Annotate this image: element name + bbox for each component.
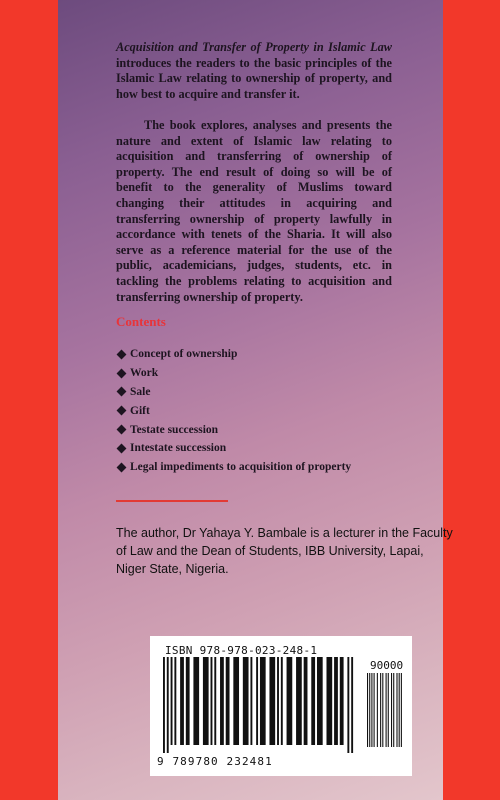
barcode-bar: [371, 673, 372, 747]
barcode-bar: [340, 657, 344, 745]
barcode-bar: [163, 657, 165, 753]
left-red-stripe: [0, 0, 58, 800]
barcode-bar: [391, 673, 392, 747]
barcode-bar: [386, 673, 387, 747]
barcode-bar: [167, 657, 169, 753]
list-item: Gift: [116, 401, 351, 420]
barcode-bar: [193, 657, 199, 745]
barcode-bar: [399, 673, 400, 747]
barcode-bar: [260, 657, 266, 745]
barcode-bar: [277, 657, 279, 745]
barcode-bar: [281, 657, 283, 745]
contents-list: [116, 345, 351, 477]
barcode-bar: [269, 657, 275, 745]
barcode-bar: [326, 657, 332, 745]
barcode-bar: [180, 657, 184, 745]
diamond-bullet-icon: [117, 462, 127, 472]
diamond-bullet-icon: [117, 387, 127, 397]
barcode-bar: [380, 673, 381, 747]
diamond-bullet-icon: [117, 443, 127, 453]
barcode-bar: [296, 657, 302, 745]
ean-number: 9 789780 232481: [157, 755, 273, 768]
list-item: Legal impediments to acquisition of property: [116, 458, 351, 477]
list-item: Work: [116, 364, 351, 383]
barcode-bar: [377, 673, 378, 747]
barcode-bar: [367, 673, 368, 747]
list-item: Sale: [116, 383, 351, 402]
barcode-bar: [243, 657, 249, 745]
description-paragraph: The book explores, analyses and presents the nature and extent of Islamic law relating to acquisition and transferring of ownership of property. The end result of doing so will be of benefit to the generality of Muslims toward changing their attitudes in acquiring and transferring ownership of property lawfully in accordance with tenets of the Sharia. It will also serve as a reference material for the use of the public, academicians, judges, students, etc. in tackling the problems relating to acquisition and transferring ownership of property.: [116, 118, 392, 304]
diamond-bullet-icon: [117, 425, 127, 435]
barcode-bar: [256, 657, 258, 745]
list-item: Intestate succession: [116, 439, 351, 458]
barcode-bar: [174, 657, 176, 745]
barcode-bar: [317, 657, 323, 745]
isbn-text: ISBN 978-978-023-248-1: [165, 644, 318, 657]
barcode-bar: [369, 673, 370, 747]
barcode-bar: [214, 657, 216, 745]
barcode-bar: [347, 657, 349, 753]
barcode-bar: [226, 657, 230, 745]
diamond-bullet-icon: [117, 349, 127, 359]
barcode-bar: [374, 673, 375, 747]
barcode-bar: [311, 657, 315, 745]
barcode-bars: [163, 657, 355, 753]
book-title-italic: Acquisition and Transfer of Property in Islamic Law: [116, 40, 392, 54]
intro-paragraph: [116, 40, 392, 102]
barcode-bar: [203, 657, 209, 745]
barcode-bar: [250, 657, 252, 745]
right-red-stripe: [443, 0, 500, 800]
intro-text: introduces the readers to the basic principles of the Islamic Law relating to ownership of property, and how best to acquire and transfer it.: [116, 55, 392, 101]
price-code: 90000: [370, 659, 404, 672]
barcode-bar: [388, 673, 389, 747]
diamond-bullet-icon: [117, 406, 127, 416]
barcode-bar: [393, 673, 394, 747]
divider-rule: [116, 500, 228, 502]
barcode-bar: [211, 657, 213, 745]
barcode-bar: [304, 657, 308, 745]
list-item: Concept of ownership: [116, 345, 351, 364]
contents-heading: Contents: [116, 314, 166, 329]
barcode-bar: [351, 657, 353, 753]
barcode-bar: [233, 657, 239, 745]
barcode-bar: [396, 673, 397, 747]
barcode-bar: [287, 657, 293, 745]
diamond-bullet-icon: [117, 368, 127, 378]
barcode-bar: [171, 657, 173, 745]
author-bio: The author, Dr Yahaya Y. Bambale is a lecturer in the Faculty of Law and the Dean of Students, IBB University, Lapai, Niger State, Nigeria.: [116, 526, 453, 576]
barcode-bar: [334, 657, 338, 745]
barcode-bar: [382, 673, 383, 747]
barcode-bar: [220, 657, 224, 745]
barcode-bar: [401, 673, 402, 747]
barcode-bar: [186, 657, 190, 745]
addon-barcode-bars: [367, 673, 403, 755]
list-item: Testate succession: [116, 420, 351, 439]
